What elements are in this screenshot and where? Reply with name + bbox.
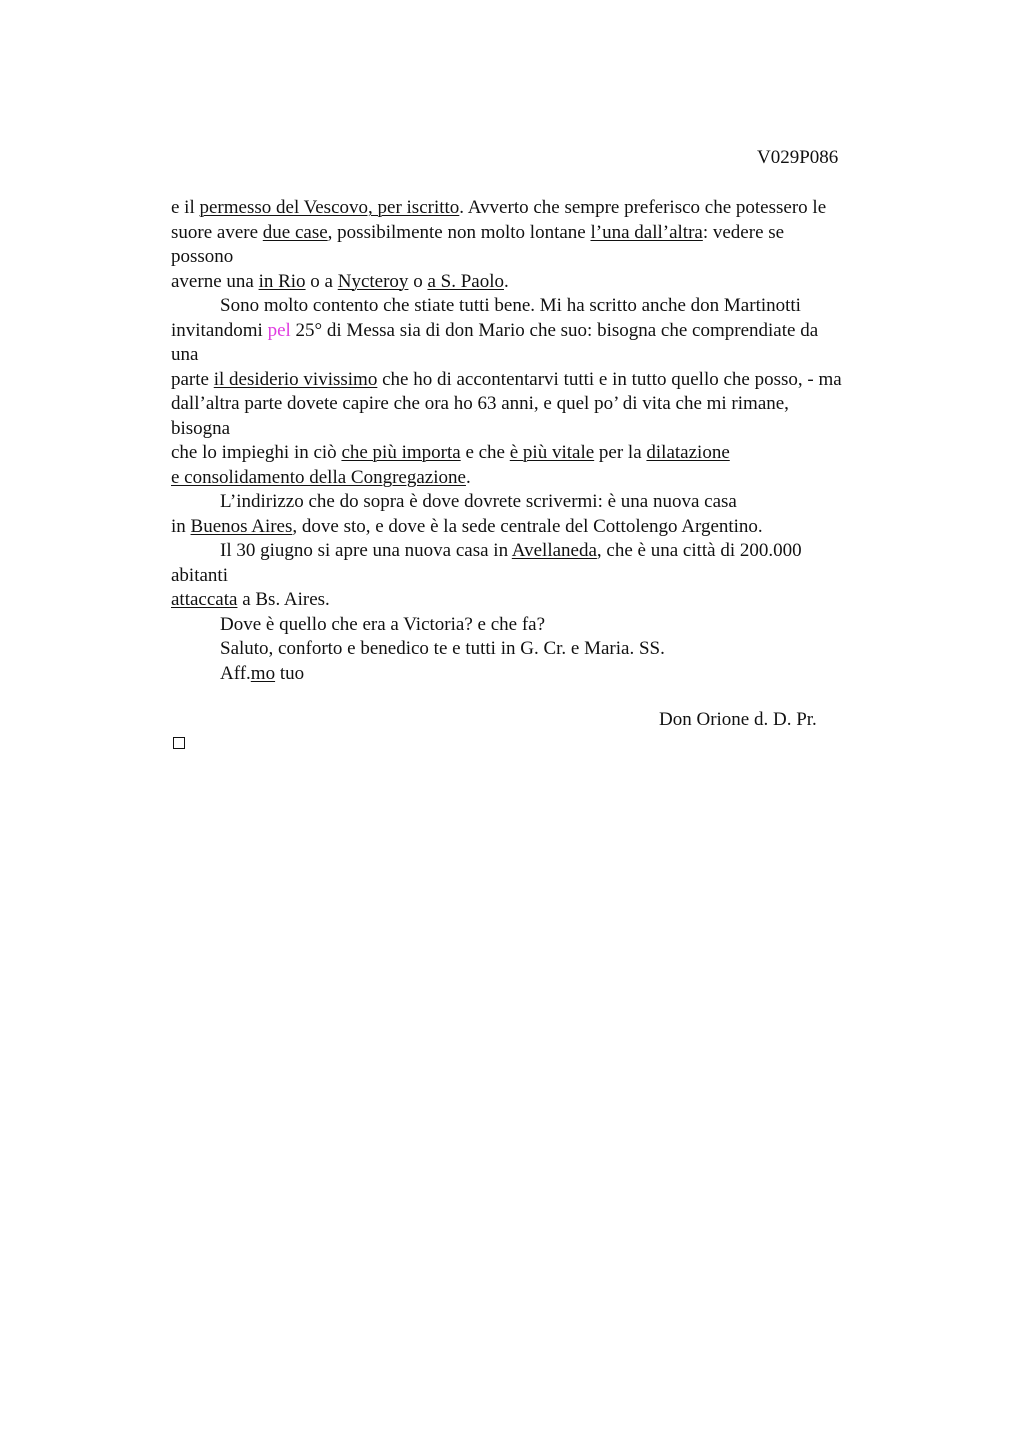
text-segment: e che (460, 442, 510, 463)
underlined-text: in Rio (258, 270, 306, 292)
empty-square-icon (173, 737, 185, 749)
text-segment: tuo (275, 662, 305, 684)
text-segment: Saluto, conforto e benedico te e tutti in G. Cr. e Maria. SS. (220, 638, 665, 659)
text-line (171, 343, 911, 368)
text-segment: bisogna (171, 417, 231, 439)
text-segment: una (171, 344, 199, 365)
underlined-text: due case (262, 221, 328, 243)
text-line (171, 196, 911, 221)
text-line (171, 515, 911, 540)
text-segment: L’indirizzo che do sopra è dove dovrete scrivermi: è una nuova casa (220, 491, 737, 512)
text-line (171, 294, 911, 319)
text-line (171, 662, 911, 687)
text-segment: suore avere (171, 221, 263, 243)
text-line (171, 613, 911, 638)
underlined-text: e consolidamento della Congregazione (171, 466, 466, 488)
text-segment: a Bs. Aires. (237, 589, 330, 610)
text-segment: , che è una città di 200.000 (596, 540, 802, 561)
highlighted-text: pel (267, 319, 291, 341)
underlined-text: l’una dall’altra (590, 221, 703, 243)
underlined-text: permesso del Vescovo, per iscritto (199, 197, 460, 218)
text-line (171, 637, 911, 662)
text-segment: . (465, 466, 471, 488)
text-segment: 25° di Messa sia di don Mario che suo: bisogna che comprendiate da (290, 319, 819, 341)
text-line (171, 270, 911, 295)
text-line (171, 466, 911, 491)
text-segment: possono (171, 246, 234, 267)
text-line (171, 588, 911, 613)
text-line (171, 417, 911, 442)
text-segment: . Avverto che sempre preferisco che potessero le (459, 197, 827, 218)
text-line (171, 221, 911, 246)
text-segment: dall’altra parte dovete capire che ora ho 63 anni, e quel po’ di vita che mi rimane, (171, 393, 789, 414)
underlined-text: che più importa (341, 442, 461, 463)
underlined-text: attaccata (171, 589, 238, 610)
text-segment: abitanti (171, 564, 228, 586)
text-segment: invitandomi (171, 319, 268, 341)
text-segment: che ho di accontentarvi tutti e in tutto quello che posso, - ma (377, 368, 842, 390)
text-segment: per la (594, 442, 647, 463)
text-segment: averne una (171, 270, 259, 292)
text-segment: , possibilmente non molto lontane (327, 221, 591, 243)
underlined-text: a S. Paolo (427, 270, 504, 292)
text-segment: o a (305, 270, 338, 292)
text-line (171, 490, 911, 515)
text-segment: : vedere se (702, 221, 785, 243)
text-line (171, 539, 911, 564)
underlined-text: Nycteroy (337, 270, 409, 292)
text-segment: , dove sto, e dove è la sede centrale del Cottolengo Argentino. (292, 515, 763, 537)
text-segment: che lo impieghi in ciò (171, 442, 342, 463)
text-segment: in (171, 515, 191, 537)
underlined-text: mo (250, 662, 276, 684)
text-line (171, 319, 911, 344)
underlined-text: dilatazione (646, 442, 730, 463)
text-line (171, 564, 911, 589)
text-segment: Dove è quello che era a Victoria? e che fa? (220, 613, 546, 635)
signature: Don Orione d. D. Pr. (659, 709, 817, 730)
text-segment: Sono molto contento che stiate tutti bene. Mi ha scritto anche don Martinotti (220, 295, 801, 316)
text-line (171, 392, 911, 417)
text-segment: e il (171, 197, 200, 218)
text-segment: . (503, 270, 509, 292)
text-segment: parte (171, 368, 214, 390)
underlined-text: il desiderio vivissimo (213, 368, 378, 390)
underlined-text: è più vitale (509, 442, 595, 463)
text-line (171, 368, 911, 393)
text-line (171, 245, 911, 270)
underlined-text: Buenos Aires (190, 515, 293, 537)
text-line (171, 441, 911, 466)
text-segment: Il 30 giugno si apre una nuova casa in (220, 540, 512, 561)
document-reference-code: V029P086 (757, 147, 839, 168)
underlined-text: Avellaneda (511, 540, 597, 561)
text-segment: Aff. (220, 662, 251, 684)
letter-body (171, 196, 911, 686)
text-segment: o (408, 270, 428, 292)
